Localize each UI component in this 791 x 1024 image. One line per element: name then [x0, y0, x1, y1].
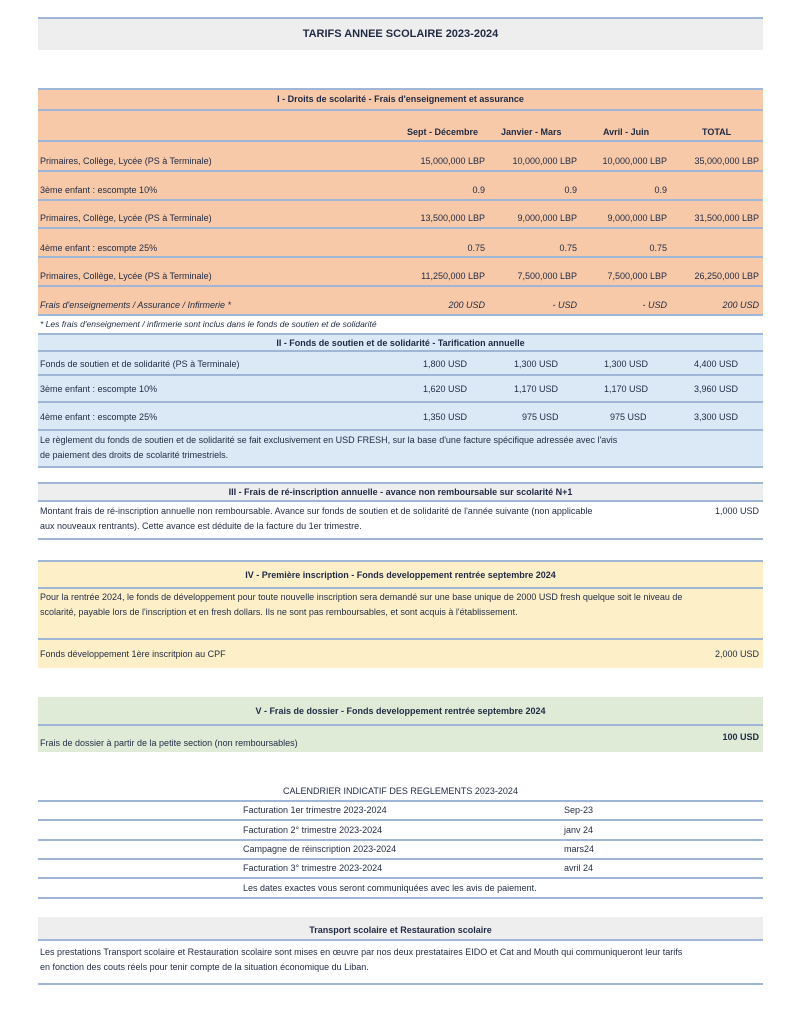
transport-body — [38, 941, 763, 985]
divider — [38, 819, 763, 821]
row-label: 4ème enfant : escompte 25% — [40, 412, 158, 422]
calendar-item-date: mars24 — [564, 844, 595, 854]
divider — [38, 429, 763, 431]
text-line: en fonction des couts réels pour tenir compte de la situation économique du Liban. — [40, 962, 369, 972]
divider — [38, 466, 763, 468]
text-line: scolarité, payable lors de l'inscription et en fresh dollars. Ils ne sont pas remboursables, et sont acquis à l'établissement. — [40, 607, 518, 617]
section-3-heading-bar — [38, 482, 763, 502]
section-4-heading: IV - Première inscription - Fonds developpement rentrée septembre 2024 — [245, 570, 556, 580]
divider — [38, 140, 763, 142]
calendar-note: Les dates exactes vous seront communiquées avec les avis de paiement. — [243, 883, 537, 893]
value-jan-mar: 975 USD — [522, 412, 559, 422]
divider — [38, 560, 763, 562]
value-jan-mar: 7,500,000 LBP — [517, 271, 577, 281]
transport-heading: Transport scolaire et Restauration scolaire — [309, 925, 492, 935]
divider — [38, 538, 763, 540]
divider — [38, 170, 763, 172]
calendar-item-date: janv 24 — [564, 825, 594, 835]
text-line: aux nouveaux rentrants). Cette avance est déduite de la facture du 1er trimestre. — [40, 521, 362, 531]
value-sept-dec: 15,000,000 LBP — [420, 156, 485, 166]
row-label: 4ème enfant : escompte 25% — [40, 243, 158, 253]
value-jan-mar: 9,000,000 LBP — [517, 213, 577, 223]
section-3-body — [38, 502, 763, 540]
file-fee-amount: 100 USD — [722, 732, 759, 742]
row-label: Fonds développement 1ère inscritpion au CPF — [40, 649, 226, 659]
section-4-first-registration — [38, 560, 763, 668]
value-sept-dec: 0.75 — [467, 243, 485, 253]
row-label: Primaires, Collège, Lycée (PS à Terminale) — [40, 213, 212, 223]
divider — [38, 350, 763, 352]
divider — [38, 109, 763, 111]
value-apr-jun: 1,170 USD — [604, 384, 649, 394]
value-jan-mar: 1,300 USD — [514, 359, 559, 369]
col-header-jan-mar: Janvier - Mars — [501, 127, 562, 137]
divider — [38, 314, 763, 316]
value-sept-dec: 11,250,000 LBP — [421, 271, 485, 281]
value-sept-dec: 1,350 USD — [423, 412, 468, 422]
divider — [38, 858, 763, 860]
col-header-sept-dec: Sept - Décembre — [407, 127, 479, 137]
value-sept-dec: 0.9 — [472, 185, 485, 195]
divider — [38, 877, 763, 879]
value-total: 4,400 USD — [694, 359, 739, 369]
col-header-total: TOTAL — [702, 127, 732, 137]
divider — [38, 88, 763, 90]
section-5-file-fees — [38, 697, 763, 752]
col-header-apr-jun: Avril - Juin — [603, 127, 650, 137]
divider — [38, 897, 763, 899]
calendar-item-date: Sep-23 — [564, 805, 594, 815]
value-jan-mar: 1,170 USD — [514, 384, 559, 394]
value-apr-jun: 7,500,000 LBP — [607, 271, 667, 281]
value-apr-jun: 0.75 — [649, 243, 667, 253]
value-apr-jun: 975 USD — [610, 412, 647, 422]
value-total: 35,000,000 LBP — [694, 156, 759, 166]
row-label: 3ème enfant : escompte 10% — [40, 384, 158, 394]
value-jan-mar: 0.75 — [559, 243, 577, 253]
section-2-heading: II - Fonds de soutien et de solidarité - Tarification annuelle — [276, 338, 525, 348]
value-apr-jun: 9,000,000 LBP — [607, 213, 667, 223]
text-line: Le règlement du fonds de soutien et de solidarité se fait exclusivement en USD FRESH, sur la base d'une facture spécifique adressée avec l'avis — [40, 435, 618, 445]
section-1-tuition — [38, 88, 763, 316]
divider — [38, 724, 763, 726]
value-apr-jun: 0.9 — [654, 185, 667, 195]
section-1-footnote: * Les frais d'enseignement / infirmerie sont inclus dans le fonds de soutien et de solidarité — [40, 319, 377, 329]
calendar-item-label: Facturation 3° trimestre 2023-2024 — [243, 863, 383, 873]
divider — [38, 256, 763, 258]
row-label: 3ème enfant : escompte 10% — [40, 185, 158, 195]
calendar-item-date: avril 24 — [564, 863, 594, 873]
divider — [38, 227, 763, 229]
value-apr-jun: 1,300 USD — [604, 359, 649, 369]
value-sept-dec: 1,800 USD — [423, 359, 468, 369]
transport-description — [40, 945, 760, 975]
value-sept-dec: 13,500,000 LBP — [420, 213, 485, 223]
text-line: Montant frais de ré-inscription annuelle non remboursable. Avance sur fonds de soutien et de solidarité de l'année suivante (non applicable — [40, 506, 593, 516]
divider — [38, 285, 763, 287]
calendar-title: CALENDRIER INDICATIF DES REGLEMENTS 2023-2024 — [283, 786, 518, 796]
divider — [38, 839, 763, 841]
page-title: TARIFS ANNEE SCOLAIRE 2023-2024 — [302, 28, 499, 40]
divider — [38, 333, 763, 335]
divider — [38, 983, 763, 985]
divider — [38, 800, 763, 802]
divider — [38, 638, 763, 640]
row-label: Fonds de soutien et de solidarité (PS à Terminale) — [40, 359, 240, 369]
value-apr-jun: - USD — [642, 300, 667, 310]
value-apr-jun: 10,000,000 LBP — [602, 156, 667, 166]
section-3-heading: III - Frais de ré-inscription annuelle - avance non remboursable sur scolarité N+1 — [228, 487, 573, 497]
text-line: de paiement des droits de scolarité trimestriels. — [40, 450, 229, 460]
divider — [38, 482, 763, 484]
section-3-description — [40, 504, 690, 534]
value-jan-mar: 10,000,000 LBP — [512, 156, 577, 166]
section-1-heading: I - Droits de scolarité - Frais d'enseignement et assurance — [277, 94, 524, 104]
value-total: 26,250,000 LBP — [694, 271, 759, 281]
title-bar — [38, 17, 763, 50]
reinscription-amount: 1,000 USD — [714, 506, 759, 516]
section-5-heading: V - Frais de dossier - Fonds developpement rentrée septembre 2024 — [255, 706, 546, 716]
value-total: 200 USD — [722, 300, 759, 310]
section-4-description — [40, 590, 760, 620]
row-label: Primaires, Collège, Lycée (PS à Terminale) — [40, 271, 212, 281]
section-2-solidarity-fund — [38, 333, 763, 468]
value-sept-dec: 1,620 USD — [423, 384, 468, 394]
development-fund-amount: 2,000 USD — [714, 649, 759, 659]
value-sept-dec: 200 USD — [448, 300, 485, 310]
row-label: Primaires, Collège, Lycée (PS à Terminale) — [40, 156, 212, 166]
divider — [38, 199, 763, 201]
value-jan-mar: 0.9 — [564, 185, 577, 195]
calendar-item-label: Facturation 1er trimestre 2023-2024 — [243, 805, 387, 815]
divider — [38, 587, 763, 589]
divider — [38, 374, 763, 376]
row-label: Frais d'enseignements / Assurance / Infirmerie * — [40, 300, 231, 310]
value-total: 3,300 USD — [694, 412, 739, 422]
text-line: Pour la rentrée 2024, le fonds de développement pour toute nouvelle inscription sera demandé sur une base unique de 2000 USD fresh quelque soit le niveau de — [40, 592, 683, 602]
text-line: Les prestations Transport scolaire et Restauration scolaire sont mises en œuvre par nos deux prestataires EIDO et Cat and Mouth qui communiqueront leur tarifs — [40, 947, 683, 957]
value-total: 3,960 USD — [694, 384, 739, 394]
section-2-description — [40, 433, 760, 463]
calendar-item-label: Facturation 2° trimestre 2023-2024 — [243, 825, 383, 835]
value-jan-mar: - USD — [552, 300, 577, 310]
transport-heading-bar — [38, 917, 763, 941]
row-label: Frais de dossier à partir de la petite section (non remboursables) — [40, 738, 298, 748]
calendar-item-label: Campagne de réinscription 2023-2024 — [243, 844, 397, 854]
divider — [38, 401, 763, 403]
value-total: 31,500,000 LBP — [694, 213, 759, 223]
